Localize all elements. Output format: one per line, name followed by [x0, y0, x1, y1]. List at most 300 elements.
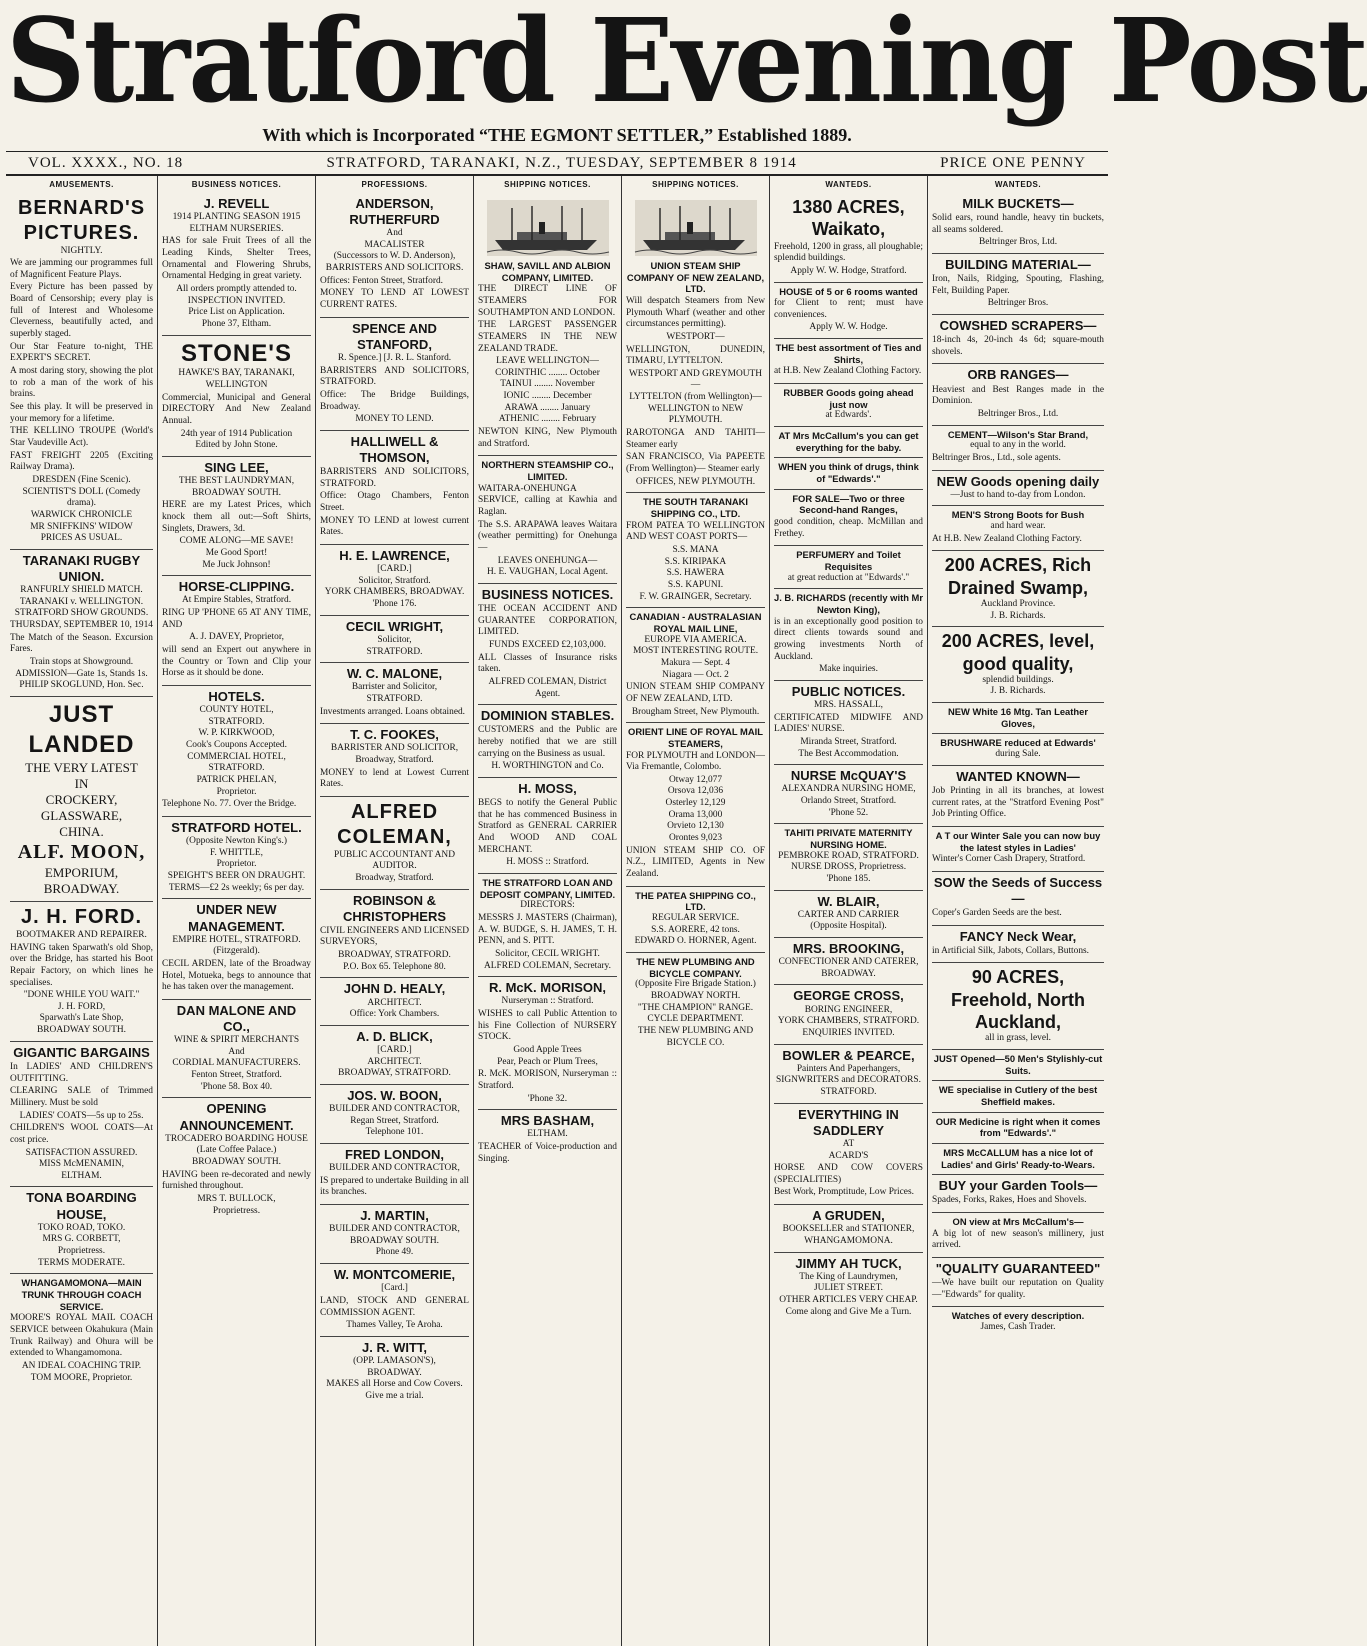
ad-title: HOUSE of 5 or 6 rooms wanted	[779, 285, 918, 297]
advertisement	[320, 1337, 469, 1407]
ad-line: SIGNWRITERS and DECORATORS.	[776, 1075, 921, 1086]
advertisement	[932, 766, 1104, 827]
ad-line: Nurseryman :: Stratford.	[501, 996, 594, 1007]
ad-line: 'Phone 52.	[828, 807, 869, 818]
ad-line: equal to any in the world.	[970, 440, 1066, 451]
ad-title: W. BLAIR,	[817, 893, 880, 909]
ad-line: A big lot of new season's millinery, just arrived.	[932, 1228, 1104, 1251]
ad-title: JIMMY AH TUCK,	[795, 1255, 902, 1271]
ad-line: Apply W. W. Hodge, Stratford.	[790, 265, 907, 276]
column-heading: WANTEDS.	[825, 180, 872, 189]
ad-line: Phone 37, Eltham.	[201, 318, 272, 329]
ad-line: BOOTMAKER AND REPAIRER.	[16, 929, 147, 940]
advertisement	[320, 978, 469, 1025]
ad-line: Solicitor,	[377, 634, 412, 645]
ad-line: Beltringer Bros., Ltd., sole agents.	[932, 452, 1061, 463]
ad-line: RANFURLY SHIELD MATCH.	[20, 585, 143, 596]
advertisement	[320, 193, 469, 318]
ad-line: See this play. It will be preserved in your memory for a lifetime.	[10, 402, 153, 424]
ad-line: THE LARGEST PASSENGER STEAMERS IN THE NEW ZEALAND TRADE.	[478, 320, 617, 354]
advertisement	[774, 891, 923, 938]
ad-line: RING UP 'PHONE 65 AT ANY TIME, AND	[162, 608, 311, 630]
ad-line: Miranda Street, Stratford.	[800, 736, 897, 747]
ad-line: AT	[842, 1138, 855, 1149]
ad-line: CARTER AND CARRIER	[797, 909, 900, 920]
ad-line: TARANAKI v. WELLINGTON.	[19, 596, 144, 607]
ad-line: (Late Coffee Palace.)	[196, 1145, 277, 1156]
advertisement	[774, 384, 923, 427]
advertisement	[932, 506, 1104, 551]
ad-line: HERE are my Latest Prices, which knock them all out:—Soft Shirts, Singlets, Drawers, 3d.	[162, 500, 311, 534]
ad-line: THE OCEAN ACCIDENT AND GUARANTEE CORPORATION, LIMITED.	[478, 604, 617, 638]
ad-line: CUSTOMERS and the Public are hereby notified that we are still carrying on the Business as usual.	[478, 725, 617, 759]
ad-title: TAHITI PRIVATE MATERNITY NURSING HOME.	[784, 827, 913, 850]
ad-title: WHANGAMOMONA—MAIN TRUNK THROUGH COACH SERVICE.	[21, 1277, 142, 1312]
ad-line: 'Phone 58. Box 40.	[200, 1081, 273, 1092]
advertisement	[478, 705, 617, 778]
ad-line: [CARD.]	[377, 1044, 412, 1055]
ad-line: MONEY TO LEND.	[355, 414, 434, 425]
ad-line: Office: The Bridge Buildings, Broadway.	[320, 389, 469, 412]
ad-line: Phone 49.	[375, 1247, 414, 1258]
ad-line: The King of Laundrymen,	[799, 1271, 898, 1282]
ad-line: Orsova 12,036	[667, 786, 724, 797]
ad-line: Orvieto 12,130	[667, 821, 724, 832]
ad-line: R. McK. MORISON, Nurseryman :: Stratford.	[478, 1069, 617, 1092]
advertisement	[626, 723, 765, 887]
ad-line: —Just to hand to-day from London.	[950, 489, 1086, 500]
ad-title: NEW White 16 Mtg. Tan Leather Gloves,	[948, 706, 1088, 729]
advertisement	[320, 1026, 469, 1085]
ad-line: Beltringer Bros., Ltd.	[977, 408, 1059, 419]
ad-line: J. B. Richards.	[990, 686, 1046, 697]
ad-line: THE DIRECT LINE OF STEAMERS FOR SOUTHAMPTON AND LONDON.	[478, 284, 617, 318]
ad-title: STONE'S	[181, 339, 292, 367]
ad-line: HAWKE'S BAY, TARANAKI, WELLINGTON	[178, 368, 295, 390]
ad-line: FROM PATEA TO WELLINGTON AND WEST COAST PORTS—	[626, 520, 765, 543]
ad-line: MOST INTERESTING ROUTE.	[632, 646, 759, 657]
ad-title: DOMINION STABLES.	[480, 708, 615, 724]
ad-line: ALFRED COLEMAN, Secretary.	[484, 960, 611, 971]
ad-title: BERNARD'S PICTURES.	[17, 196, 146, 244]
ad-line: WAITARA-ONEHUNGA SERVICE, calling at Kawhia and Raglan.	[478, 483, 617, 518]
advertisement	[162, 1000, 311, 1099]
ad-line: HORSE AND COW COVERS (SPECIALITIES)	[774, 1163, 923, 1185]
ad-title: JOHN D. HEALY,	[343, 981, 446, 997]
advertisement	[774, 490, 923, 547]
ad-line: CHILDREN'S WOOL COATS—At cost price.	[10, 1123, 153, 1145]
ad-line: MISS McMENAMIN,	[39, 1159, 124, 1170]
ad-title: CANADIAN - AUSTRALASIAN ROYAL MAIL LINE,	[629, 611, 762, 634]
ad-line: Osterley 12,129	[665, 798, 726, 809]
advertisement	[320, 431, 469, 545]
ad-line: good condition, cheap. McMillan and Frethey.	[774, 517, 923, 539]
ad-line: STRATFORD.	[820, 1086, 877, 1097]
ad-line: A. J. DAVEY, Proprietor,	[189, 632, 284, 643]
advertisement	[774, 765, 923, 824]
ad-line: YORK CHAMBERS, STRATFORD.	[777, 1016, 920, 1027]
ad-line: ATHENIC ........ February	[498, 414, 597, 425]
advertisement	[626, 608, 765, 723]
advertisement	[320, 1205, 469, 1264]
column-heading: SHIPPING NOTICES.	[504, 180, 591, 189]
ad-line: splendid buildings.	[982, 674, 1054, 685]
ad-line: LAND, STOCK AND GENERAL COMMISSION AGENT.	[320, 1295, 469, 1318]
ad-line: The Match of the Season. Excursion Fares.	[10, 632, 153, 655]
ad-line: BROADWAY.	[367, 1367, 422, 1378]
ad-line: CYCLE DEPARTMENT.	[647, 1014, 744, 1025]
ad-line: COME ALONG—ME SAVE!	[179, 536, 294, 547]
ad-line: (Opposite Newton King's.)	[186, 836, 287, 847]
advertisement	[932, 426, 1104, 471]
ad-line: We are jamming our programmes full of Magnificent Feature Plays.	[10, 258, 153, 280]
ad-line: at H.B. New Zealand Clothing Factory.	[774, 366, 922, 377]
ad-line: ELTHAM.	[527, 1129, 568, 1140]
ad-title: SOW the Seeds of Success—	[933, 874, 1103, 906]
ad-line: BROADWAY SOUTH.	[192, 1156, 281, 1167]
ad-line: UNION STEAM SHIP COMPANY OF NEW ZEALAND, LTD.	[626, 682, 765, 704]
ad-title: HALLIWELL & THOMSON,	[350, 433, 439, 465]
ad-line: 18-inch 4s, 20-inch 4s 6d; square-mouth shovels.	[932, 335, 1104, 357]
ad-line: At H.B. New Zealand Clothing Factory.	[932, 533, 1082, 544]
ad-title: TARANAKI RUGBY UNION.	[22, 552, 141, 585]
ad-title: SING LEE,	[204, 459, 269, 475]
advertisement	[932, 1050, 1104, 1081]
ad-line: BORING ENGINEER,	[804, 1004, 893, 1015]
ad-title: MRS BASHAM,	[500, 1113, 595, 1129]
ad-title: H. MOSS,	[518, 781, 577, 797]
ad-line: BROADWAY, STRATFORD.	[338, 950, 451, 961]
advertisement	[774, 339, 923, 384]
ad-title: CEMENT—Wilson's Star Brand,	[947, 428, 1089, 440]
ad-line: Pear, Peach or Plum Trees,	[497, 1056, 598, 1067]
ad-title: T. C. FOOKES,	[350, 727, 439, 743]
advertisement	[478, 977, 617, 1110]
ad-line: (OPP. LAMASON'S),	[353, 1355, 436, 1366]
ad-line: THURSDAY, SEPTEMBER 10, 1914	[10, 620, 153, 631]
ad-line: Me Good Sport!	[205, 547, 268, 558]
ad-line: WHANGAMOMONA.	[804, 1235, 893, 1246]
ad-line: TROCADERO BOARDING HOUSE	[165, 1133, 308, 1144]
ad-title: PUBLIC NOTICES.	[791, 683, 906, 699]
ad-title: RUBBER Goods going ahead just now	[783, 387, 914, 410]
ad-line: Our Star Feature to-night, THE EXPERT'S SECRET.	[10, 341, 153, 364]
ad-title: WANTED KNOWN—	[956, 768, 1080, 784]
ad-line: And	[386, 228, 403, 239]
ad-line: MESSRS J. MASTERS (Chairman), A. W. BUDGE, S. H. JAMES, T. H. PENN, and S. PITT.	[478, 913, 617, 947]
ad-title: FOR SALE—Two or three Second-hand Ranges,	[792, 492, 905, 516]
advertisement	[774, 1045, 923, 1104]
ad-title: DAN MALONE AND CO.,	[176, 1002, 297, 1034]
ad-title: H. E. LAWRENCE,	[339, 548, 450, 564]
ad-line: WINE & SPIRIT MERCHANTS	[173, 1035, 300, 1046]
ad-line: ALEXANDRA NURSING HOME,	[781, 784, 916, 795]
advertisement	[162, 686, 311, 817]
ad-line: PHILIP SKOGLUND, Hon. Sec.	[19, 680, 144, 691]
price: PRICE ONE PENNY	[940, 154, 1086, 171]
ad-line: DIRECTORS:	[520, 900, 575, 911]
ad-line: GLASSWARE,	[40, 807, 123, 823]
advertisement	[10, 697, 153, 902]
ad-line: Brougham Street, New Plymouth.	[631, 706, 760, 717]
column-shipping-1	[474, 176, 622, 1646]
advertisement	[774, 458, 923, 489]
ad-line: ADMISSION—Gate 1s, Stands 1s.	[15, 668, 148, 679]
advertisement	[162, 193, 311, 336]
ad-title: THE STRATFORD LOAN AND DEPOSIT COMPANY, LIMITED.	[479, 877, 616, 900]
ad-line: 'Phone 185.	[826, 873, 871, 884]
ad-line: Orlando Street, Stratford.	[800, 796, 897, 807]
ad-title: ORB RANGES—	[967, 367, 1069, 383]
advertisement	[10, 193, 153, 550]
ad-line: Good Apple Trees	[513, 1045, 582, 1056]
ad-line: Otway 12,077	[668, 774, 723, 785]
ad-line: Iron, Nails, Ridging, Spouting, Flashing, Felt, Building Paper.	[932, 274, 1104, 296]
ad-line: WESTPORT—	[666, 331, 725, 342]
ad-line: Solicitor, CECIL WRIGHT.	[495, 949, 600, 960]
ad-line: during Sale.	[995, 749, 1041, 760]
advertisement	[626, 493, 765, 608]
ad-line: The Best Accommodation.	[798, 748, 899, 759]
ad-title: THE PATEA SHIPPING CO., LTD.	[635, 889, 756, 913]
ad-line: BUILDER AND CONTRACTOR,	[329, 1163, 460, 1174]
ad-line: STRATFORD.	[366, 646, 423, 657]
ad-line: ELTHAM.	[61, 1170, 102, 1181]
ad-line: Telephone No. 77. Over the Bridge.	[162, 799, 297, 810]
ad-line: BROADWAY SOUTH.	[37, 1025, 126, 1036]
ad-title: MILK BUCKETS—	[962, 195, 1074, 211]
advertisement	[162, 336, 311, 457]
ad-line: JULIET STREET.	[814, 1283, 883, 1294]
ad-line: will send an Expert out anywhere in the Country or Town and Clip your Horse as it should be done.	[162, 645, 311, 679]
ad-title: OPENING ANNOUNCEMENT.	[179, 1101, 294, 1133]
ad-line: J. B. Richards.	[990, 610, 1046, 621]
ad-line: MRS. HASSALL,	[813, 699, 884, 710]
ad-line: Coper's Garden Seeds are the best.	[932, 908, 1062, 919]
ad-title: FANCY Neck Wear,	[959, 928, 1077, 944]
ad-line: Thames Valley, Te Aroha.	[346, 1320, 443, 1331]
advertisement	[162, 1098, 311, 1221]
ad-title: HOTELS.	[208, 688, 265, 704]
ad-line: THE NEW PLUMBING AND BICYCLE CO.	[637, 1025, 754, 1048]
ad-line: NIGHTLY.	[60, 245, 103, 256]
ad-line: OFFICES, NEW PLYMOUTH.	[635, 476, 756, 487]
ad-line: at great reduction at "Edwards'."	[787, 572, 910, 583]
ad-line: S.S. KAPUNI.	[667, 579, 724, 590]
advertisement	[626, 887, 765, 953]
advertisement	[932, 1113, 1104, 1144]
ad-line: MRS T. BULLOCK,	[197, 1193, 276, 1204]
ad-line: PRICES AS USUAL.	[40, 533, 123, 544]
ad-title: W. C. MALONE,	[346, 666, 443, 682]
ad-line: S.S. MANA	[672, 545, 719, 555]
ad-title: ANDERSON, RUTHERFURD	[349, 195, 440, 228]
ad-line: FOR PLYMOUTH and LONDON— Via Fremantle, Colombo.	[626, 750, 765, 773]
column-wanteds-2	[928, 176, 1108, 1646]
ad-line: Job Printing in all its branches, at lowest current rates, at the "Stratford Evening Post" Job Printing Office.	[932, 785, 1104, 820]
ad-line: ALF. MOON,	[17, 841, 146, 864]
ad-title: PERFUMERY and Toilet Requisites	[796, 549, 901, 572]
ad-line: (Successors to W. D. Anderson),	[333, 251, 456, 262]
ad-line: Freehold, 1200 in grass, all ploughable; splendid buildings.	[774, 241, 923, 264]
advertisement	[932, 193, 1104, 254]
ad-line: Solid ears, round handle, heavy tin buckets, all seams soldered.	[932, 213, 1104, 235]
column-shipping-2	[622, 176, 770, 1646]
ad-title: JUST Opened—50 Men's Stylishly-cut Suits.	[933, 1053, 1103, 1076]
ad-line: CHINA.	[59, 823, 104, 839]
advertisement	[932, 872, 1104, 926]
column-heading: BUSINESS NOTICES.	[191, 180, 282, 189]
ad-line: COMMERCIAL HOTEL, STRATFORD.	[187, 751, 286, 774]
ad-title: ALFRED COLEMAN,	[337, 801, 452, 848]
advertisement	[162, 899, 311, 1000]
ad-line: STRATFORD.	[366, 693, 423, 704]
ad-line: MONEY to lend at Lowest Current Rates.	[320, 767, 469, 790]
advertisement	[932, 734, 1104, 765]
ad-line: WESTPORT AND GREYMOUTH—	[628, 368, 763, 391]
ad-title: THE best assortment of Ties and Shirts,	[775, 342, 922, 365]
ad-line: Beltringer Bros.	[987, 298, 1049, 309]
ad-title: 1380 ACRES, Waikato,	[792, 196, 905, 240]
ad-line: Train stops at Showground.	[29, 657, 134, 668]
ad-line: BARRISTER AND SOLICITOR,	[330, 743, 459, 754]
ad-line: ALL Classes of Insurance risks taken.	[478, 652, 617, 675]
ad-line: LEAVES ONEHUNGA—	[497, 555, 598, 566]
ad-line: BUILDER AND CONTRACTOR,	[329, 1104, 460, 1115]
advertisement	[774, 1205, 923, 1252]
advertisement	[10, 1274, 153, 1388]
ad-line: Commercial, Municipal and General DIRECTORY And New Zealand Annual.	[162, 392, 311, 426]
ad-line: Edited by John Stone.	[195, 440, 278, 451]
ad-line: at Edwards'.	[825, 410, 872, 421]
ad-line: Orontes 9,023	[668, 833, 723, 844]
ad-title: NORTHERN STEAMSHIP CO., LIMITED.	[481, 459, 614, 483]
ad-line: IN	[74, 775, 89, 791]
ad-title: J. H. FORD.	[20, 906, 142, 929]
ad-line: in Artificial Silk, Jabots, Collars, Buttons.	[932, 945, 1090, 956]
ad-line: Proprietor.	[216, 786, 257, 797]
ad-title: A. D. BLICK,	[356, 1028, 433, 1044]
ad-title: MRS McCALLUM has a nice lot of Ladies' and Girls' Ready-to-Wears.	[941, 1146, 1095, 1170]
advertisement	[932, 1307, 1104, 1337]
ad-title: SHAW, SAVILL AND ALBION COMPANY, LIMITED.	[484, 259, 611, 283]
ad-line: SCIENTIST'S DOLL (Comedy drama).	[22, 486, 141, 509]
ad-line: Sparwath's Late Shop,	[39, 1013, 124, 1024]
advertisement	[320, 663, 469, 724]
ad-title: JUST LANDED	[28, 701, 135, 758]
ad-line: ACARD'S	[828, 1150, 869, 1161]
ad-line: 1914 PLANTING SEASON 1915	[172, 212, 301, 223]
ad-line: Offices: Fenton Street, Stratford.	[320, 275, 443, 286]
ad-line: 'Phone 32.	[527, 1093, 568, 1104]
ad-line: TERMS—£2 2s weekly; 6s per day.	[168, 882, 305, 893]
ad-line: Broadway, Stratford.	[355, 755, 434, 766]
advertisement	[478, 874, 617, 977]
ad-line: MOORE'S ROYAL MAIL COACH SERVICE between Okahukura (Main Trunk Railway) and Ohura will be extended to Whangamomona.	[10, 1313, 153, 1359]
ad-title: TONA BOARDING HOUSE,	[26, 1190, 137, 1222]
ad-title: BRUSHWARE reduced at Edwards'	[940, 737, 1096, 749]
ad-line: And	[228, 1046, 245, 1057]
ad-title: MEN'S Strong Boots for Bush	[951, 509, 1085, 521]
ad-title: THE NEW PLUMBING AND BICYCLE COMPANY.	[636, 956, 755, 979]
ad-line: (Fitzgerald).	[213, 946, 260, 957]
ad-line: Proprietor.	[216, 859, 257, 870]
advertisement	[932, 254, 1104, 315]
ad-line: Office: York Chambers.	[349, 1009, 440, 1020]
advertisement	[774, 681, 923, 765]
ad-line: WARWICK CHRONICLE	[30, 509, 133, 520]
ad-line: NURSE DROSS, Proprietress.	[790, 862, 907, 873]
ad-line: Fenton Street, Stratford.	[191, 1070, 282, 1081]
ad-line: Give me a trial.	[365, 1390, 424, 1401]
ad-line: Painters And Paperhangers,	[796, 1063, 901, 1074]
ad-line: Spades, Forks, Rakes, Hoes and Shovels.	[932, 1195, 1087, 1206]
ad-title: FRED LONDON,	[345, 1146, 444, 1162]
ad-title: 200 ACRES, level, good quality,	[941, 631, 1095, 674]
ad-line: TAINUI ........ November	[500, 379, 595, 390]
ad-line: IONIC ........ December	[503, 391, 592, 402]
advertisement	[320, 1264, 469, 1337]
ad-line: [CARD.]	[377, 564, 412, 575]
advertisement	[320, 890, 469, 979]
advertisement	[774, 938, 923, 985]
advertisement	[478, 193, 617, 457]
column-heading: PROFESSIONS.	[361, 180, 428, 189]
advertisement	[774, 589, 923, 681]
advertisement	[478, 778, 617, 874]
ad-line: Heaviest and Best Ranges made in the Dominion.	[932, 384, 1104, 407]
ad-line: BROADWAY SOUTH.	[192, 487, 281, 498]
ad-title: UNDER NEW MANAGEMENT.	[188, 902, 285, 934]
ad-line: CERTIFICATED MIDWIFE AND LADIES' NURSE.	[774, 712, 923, 735]
ad-line: OTHER ARTICLES VERY CHEAP.	[779, 1294, 918, 1305]
advertisement	[774, 193, 923, 283]
ad-title: J. MARTIN,	[360, 1208, 429, 1224]
ad-line: Solicitor, Stratford.	[358, 575, 431, 586]
ad-title: "QUALITY GUARANTEED"	[935, 1261, 1101, 1277]
ad-line: BROADWAY NORTH.	[650, 990, 741, 1001]
ad-line: P.O. Box 65. Telephone 80.	[343, 961, 446, 972]
ad-line: STRATFORD.	[208, 716, 265, 727]
columns	[6, 176, 1108, 1646]
ad-line: ARCHITECT.	[367, 1056, 422, 1067]
ad-line: Beltringer Bros, Ltd.	[978, 237, 1058, 248]
ad-line: is in an exceptionally good position to direct clients towards sound and growing investments North of Auckland.	[774, 616, 923, 662]
column-wanteds-1	[770, 176, 928, 1646]
ad-line: Investments arranged. Loans obtained.	[320, 706, 466, 717]
ad-title: OUR Medicine is right when it comes from "Edwards'."	[935, 1115, 1101, 1139]
ad-line: HAS for sale Fruit Trees of all the Leading Kinds, Shelter Trees, Ornamental and Flowering Shrubs, Ornamental Hedging in great variety.	[162, 236, 311, 282]
ad-line: WELLINGTON, DUNEDIN, TIMARU, LYTTELTON.	[626, 344, 765, 367]
ad-line: for Client to rent; must have conveniences.	[774, 298, 923, 320]
ad-line: S.S. AORERE, 42 tons.	[651, 924, 740, 935]
ad-line: Orama 13,000	[668, 809, 723, 820]
advertisement	[932, 1081, 1104, 1112]
ad-line: "THE CHAMPION" RANGE.	[637, 1002, 754, 1013]
ad-title: GIGANTIC BARGAINS	[13, 1044, 150, 1060]
ad-line: HAVING been re-decorated and newly furnished throughout.	[162, 1169, 311, 1192]
ad-line: ALFRED COLEMAN, District Agent.	[488, 677, 607, 699]
advertisement	[932, 627, 1104, 703]
ad-line: ELTHAM NURSERIES.	[189, 223, 284, 234]
ad-title: JOS. W. BOON,	[347, 1087, 442, 1103]
ad-title: SPENCE AND STANFORD,	[352, 320, 437, 352]
advertisement	[320, 1085, 469, 1144]
advertisement	[320, 545, 469, 616]
ad-title: BUSINESS NOTICES.	[481, 586, 614, 602]
ad-title: ORIENT LINE OF ROYAL MAIL STEAMERS,	[628, 726, 763, 749]
ad-title: MRS. BROOKING,	[792, 941, 905, 957]
